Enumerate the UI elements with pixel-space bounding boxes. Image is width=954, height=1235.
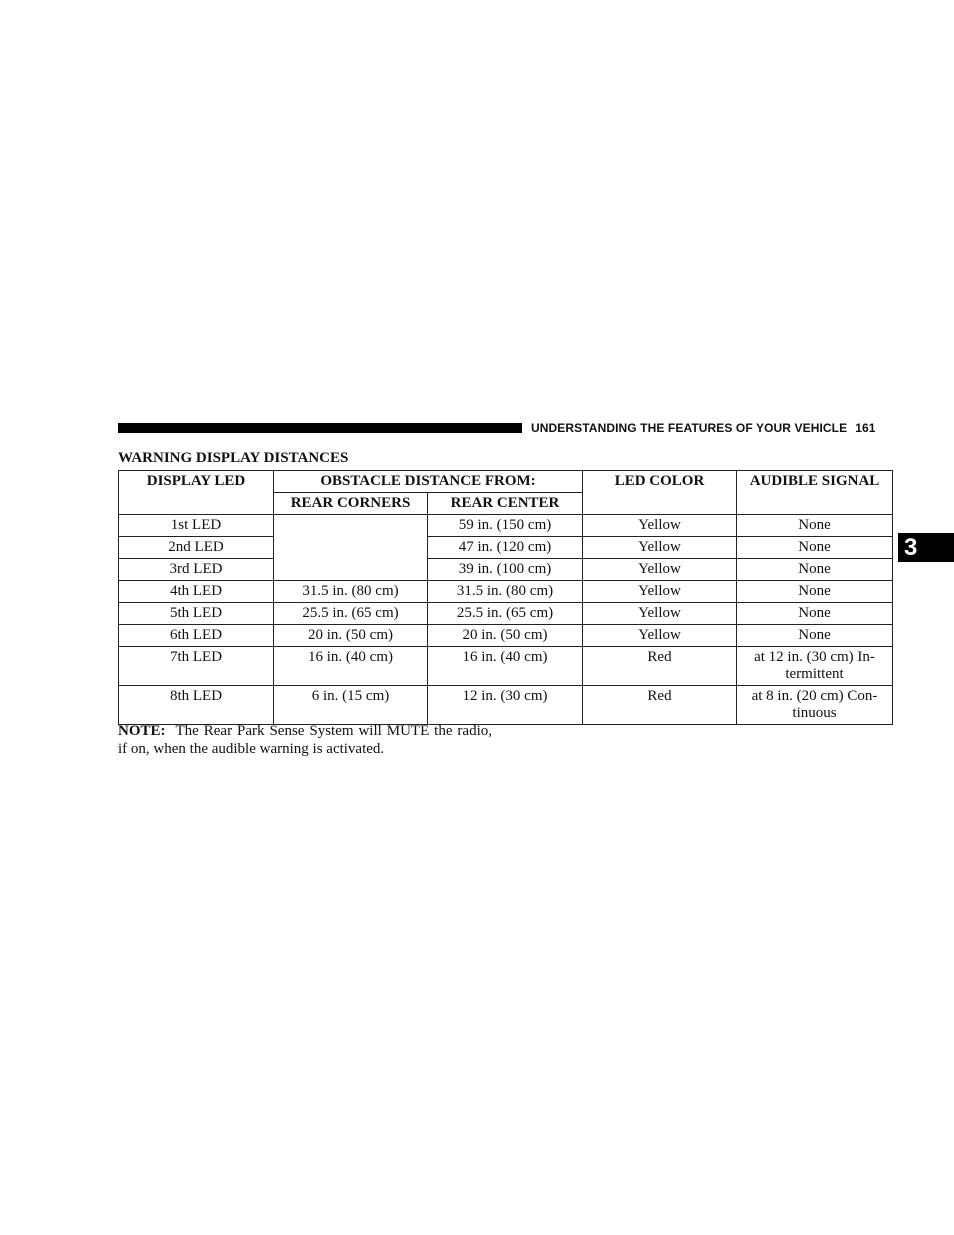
cell-led: 1st LED xyxy=(119,515,274,537)
table-row xyxy=(119,515,893,537)
cell-led: 6th LED xyxy=(119,625,274,647)
table-row xyxy=(119,625,893,647)
cell-signal: None xyxy=(737,603,893,625)
signal-line: tinuous xyxy=(792,705,837,721)
cell-color: Red xyxy=(583,647,737,686)
table-row xyxy=(119,647,893,686)
table-row xyxy=(119,559,893,581)
cell-led: 4th LED xyxy=(119,581,274,603)
cell-signal: None xyxy=(737,559,893,581)
cell-led: 5th LED xyxy=(119,603,274,625)
cell-color: Yellow xyxy=(583,559,737,581)
header-rule xyxy=(118,423,522,433)
cell-led: 7th LED xyxy=(119,647,274,686)
cell-corners: 20 in. (50 cm) xyxy=(274,625,428,647)
cell-signal: None xyxy=(737,537,893,559)
header-obstacle-distance: OBSTACLE DISTANCE FROM: xyxy=(274,471,583,493)
cell-led: 3rd LED xyxy=(119,559,274,581)
cell-signal: None xyxy=(737,581,893,603)
cell-corners: 16 in. (40 cm) xyxy=(274,647,428,686)
cell-color: Yellow xyxy=(583,537,737,559)
cell-color: Yellow xyxy=(583,581,737,603)
cell-center: 12 in. (30 cm) xyxy=(428,686,583,725)
cell-signal xyxy=(737,686,893,725)
cell-corners-empty xyxy=(274,515,428,581)
note-text: The Rear Park Sense System will MUTE the radio, if on, when the audible warning is activated. xyxy=(118,723,492,757)
header-led-color: LED COLOR xyxy=(583,471,737,515)
note-label: NOTE: xyxy=(118,723,166,739)
table-header-row xyxy=(119,471,893,493)
warning-distances-table xyxy=(118,470,893,725)
header-audible-signal: AUDIBLE SIGNAL xyxy=(737,471,893,515)
signal-line: at 12 in. (30 cm) In- xyxy=(754,649,875,665)
header-rear-corners: REAR CORNERS xyxy=(274,493,428,515)
cell-color: Yellow xyxy=(583,603,737,625)
table-row xyxy=(119,537,893,559)
cell-signal: None xyxy=(737,515,893,537)
cell-center: 47 in. (120 cm) xyxy=(428,537,583,559)
cell-color: Yellow xyxy=(583,515,737,537)
cell-center: 59 in. (150 cm) xyxy=(428,515,583,537)
cell-corners: 31.5 in. (80 cm) xyxy=(274,581,428,603)
chapter-tab: 3 xyxy=(898,533,954,562)
header-rear-center: REAR CENTER xyxy=(428,493,583,515)
cell-led: 8th LED xyxy=(119,686,274,725)
table-row xyxy=(119,603,893,625)
cell-center: 39 in. (100 cm) xyxy=(428,559,583,581)
section-title: WARNING DISPLAY DISTANCES xyxy=(118,450,349,466)
page-number: 161 xyxy=(855,421,876,435)
cell-signal: None xyxy=(737,625,893,647)
cell-led: 2nd LED xyxy=(119,537,274,559)
running-header xyxy=(531,420,891,436)
table-row xyxy=(119,581,893,603)
note-paragraph xyxy=(118,722,492,758)
cell-color: Red xyxy=(583,686,737,725)
table-row xyxy=(119,686,893,725)
cell-center: 25.5 in. (65 cm) xyxy=(428,603,583,625)
header-display-led: DISPLAY LED xyxy=(119,471,274,515)
cell-color: Yellow xyxy=(583,625,737,647)
signal-line: termittent xyxy=(785,666,844,682)
cell-center: 16 in. (40 cm) xyxy=(428,647,583,686)
cell-signal xyxy=(737,647,893,686)
cell-center: 31.5 in. (80 cm) xyxy=(428,581,583,603)
running-title: UNDERSTANDING THE FEATURES OF YOUR VEHICLE xyxy=(531,421,848,435)
cell-corners: 6 in. (15 cm) xyxy=(274,686,428,725)
cell-center: 20 in. (50 cm) xyxy=(428,625,583,647)
cell-corners: 25.5 in. (65 cm) xyxy=(274,603,428,625)
signal-line: at 8 in. (20 cm) Con- xyxy=(751,688,878,704)
